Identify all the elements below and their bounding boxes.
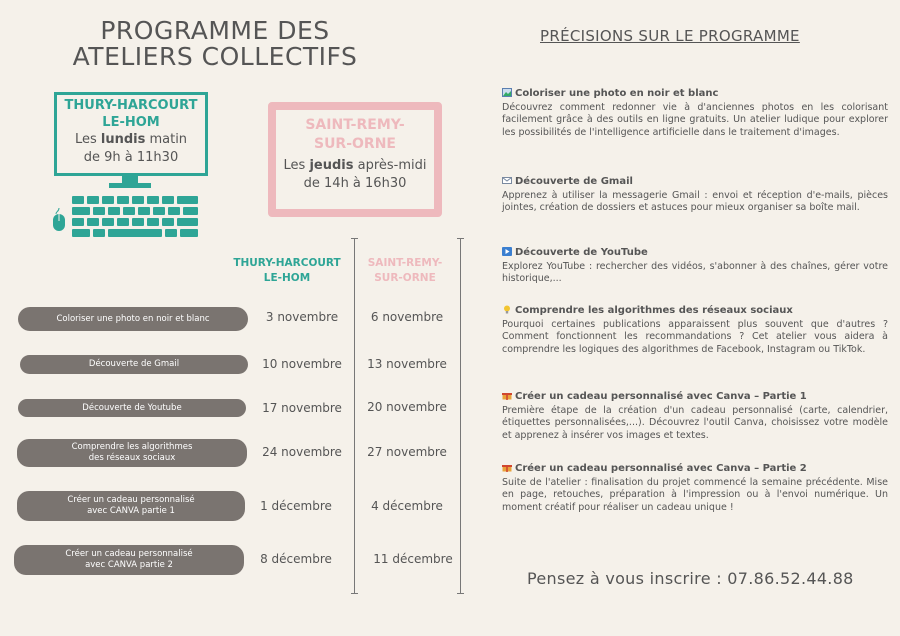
- workshop-label: Comprendre les algorithmes: [71, 442, 193, 452]
- column-divider: [460, 238, 461, 594]
- detail-section: [502, 247, 888, 286]
- thury-date: 3 novembre: [265, 310, 339, 324]
- play-icon: [502, 247, 512, 256]
- page-title: [60, 18, 370, 70]
- detail-title: Comprendre les algorithmes des réseaux sociaux: [515, 305, 793, 316]
- remy-date: 4 décembre: [371, 499, 443, 513]
- thury-place: [57, 97, 205, 131]
- workshop-pill: [17, 439, 247, 467]
- lightbulb-icon: [502, 305, 512, 314]
- detail-text: Explorez YouTube : rechercher des vidéos, s'abonner à des chaînes, gérer votre historique,...: [502, 260, 888, 284]
- thury-when-time: de 9h à 11h30: [83, 150, 179, 165]
- detail-title: Créer un cadeau personnalisé avec Canva – Partie 2: [515, 463, 807, 474]
- remy-when-day: jeudis: [309, 158, 354, 173]
- workshop-label: Créer un cadeau personnalisé: [67, 495, 195, 505]
- workshop-pill: [18, 307, 248, 331]
- detail-title: Coloriser une photo en noir et blanc: [515, 88, 719, 99]
- remy-date: 27 novembre: [367, 445, 447, 459]
- remy-when-post: après-midi: [353, 158, 427, 173]
- remy-monitor: [268, 102, 442, 217]
- keyboard-icon: [72, 196, 198, 238]
- thury-date: 10 novembre: [262, 357, 342, 371]
- thury-date: 8 décembre: [260, 552, 332, 566]
- thury-place-line-1: THURY-HARCOURT: [64, 98, 198, 113]
- workshop-label: des réseaux sociaux: [88, 453, 176, 463]
- detail-section: [502, 88, 888, 139]
- workshop-pill: [14, 545, 244, 575]
- remy-date: 6 novembre: [370, 310, 444, 324]
- workshop-label: Coloriser une photo en noir et blanc: [56, 313, 210, 324]
- monitor-base-icon: [109, 183, 151, 188]
- detail-title: Découverte de YouTube: [515, 247, 648, 258]
- gift-icon: [502, 391, 512, 400]
- detail-text: Suite de l'atelier : finalisation du projet commencé la semaine précédente. Mise en page, retouches, préparation à l'impression ou à l'envoi numérique. Un moment créatif pour réaliser un cadeau unique !: [502, 476, 888, 513]
- table-header-thury-line-1: THURY-HARCOURT: [233, 257, 341, 269]
- thury-date: 24 novembre: [262, 445, 342, 459]
- remy-when-pre: Les: [283, 158, 310, 173]
- detail-section: [502, 463, 888, 514]
- remy-place-line-1: SAINT-REMY-: [305, 117, 405, 133]
- table-header-thury-line-2: LE-HOM: [263, 272, 311, 284]
- detail-title: Découverte de Gmail: [515, 176, 633, 187]
- detail-section: [502, 305, 888, 356]
- remy-when-time: de 14h à 16h30: [303, 176, 407, 191]
- thury-place-line-2: LE-HOM: [102, 115, 160, 130]
- contact-line: Pensez à vous inscrire : 07.86.52.44.88: [527, 569, 854, 588]
- remy-date: 11 décembre: [373, 552, 453, 566]
- remy-date: 13 novembre: [367, 357, 447, 371]
- details-title: PRÉCISIONS SUR LE PROGRAMME: [540, 27, 800, 45]
- title-line-2: ATELIERS COLLECTIFS: [72, 42, 358, 71]
- thury-schedule: [57, 131, 205, 167]
- thury-when-post: matin: [145, 132, 188, 147]
- column-divider: [354, 238, 355, 594]
- thury-monitor: [54, 92, 208, 176]
- thury-when-day: lundis: [100, 132, 146, 147]
- envelope-icon: [502, 176, 512, 185]
- workshop-pill: [18, 399, 246, 417]
- photo-icon: [502, 88, 512, 97]
- table-header-thury: [228, 256, 346, 286]
- table-header-remy-line-2: SUR-ORNE: [374, 272, 436, 284]
- workshop-label: Découverte de Gmail: [88, 359, 180, 369]
- remy-date: 20 novembre: [367, 400, 447, 414]
- thury-when-pre: Les: [74, 132, 101, 147]
- workshop-label: avec CANVA partie 1: [87, 506, 175, 516]
- detail-text: Découvrez comment redonner vie à d'anciennes photos en les colorisant facilement grâce à des outils en ligne gratuits. Un atelier ludique pour explorer les possibilités de l'intelligence artificielle dans le traitement d'images.: [502, 101, 888, 138]
- gift-icon: [502, 463, 512, 472]
- detail-text: Première étape de la création d'un cadeau personnalisé (carte, calendrier, étiquettes personnalisées,...). Découvrez l'outil Canva, choisissez votre modèle et apprenez à insérer vos images et textes.: [502, 404, 888, 441]
- workshop-label: avec CANVA partie 2: [85, 560, 173, 570]
- thury-date: 1 décembre: [260, 499, 332, 513]
- remy-place: [276, 116, 434, 154]
- remy-schedule: [276, 157, 434, 193]
- title-line-1: PROGRAMME DES: [100, 16, 330, 45]
- detail-title: Créer un cadeau personnalisé avec Canva – Partie 1: [515, 391, 807, 402]
- table-header-remy-line-1: SAINT-REMY-: [367, 257, 443, 269]
- workshop-pill: [17, 491, 245, 521]
- detail-section: [502, 391, 888, 442]
- remy-place-line-2: SUR-ORNE: [313, 136, 396, 152]
- workshop-pill: [20, 355, 248, 374]
- detail-text: Pourquoi certaines publications apparaissent plus souvent que d'autres ? Comment fonctionnent les recommandations ? Cet atelier vous aidera à comprendre les logiques des algorithmes de Facebook, Instagram ou TikTok.: [502, 318, 888, 355]
- workshop-label: Créer un cadeau personnalisé: [65, 549, 193, 559]
- detail-section: [502, 176, 888, 215]
- mouse-icon: [52, 208, 66, 232]
- thury-date: 17 novembre: [262, 401, 342, 415]
- workshop-label: Découverte de Youtube: [82, 402, 182, 413]
- table-header-remy: [360, 256, 450, 286]
- detail-text: Apprenez à utiliser la messagerie Gmail : envoi et réception d'e-mails, pièces jointes, création de dossiers et astuces pour mieux organiser sa boîte mail.: [502, 189, 888, 213]
